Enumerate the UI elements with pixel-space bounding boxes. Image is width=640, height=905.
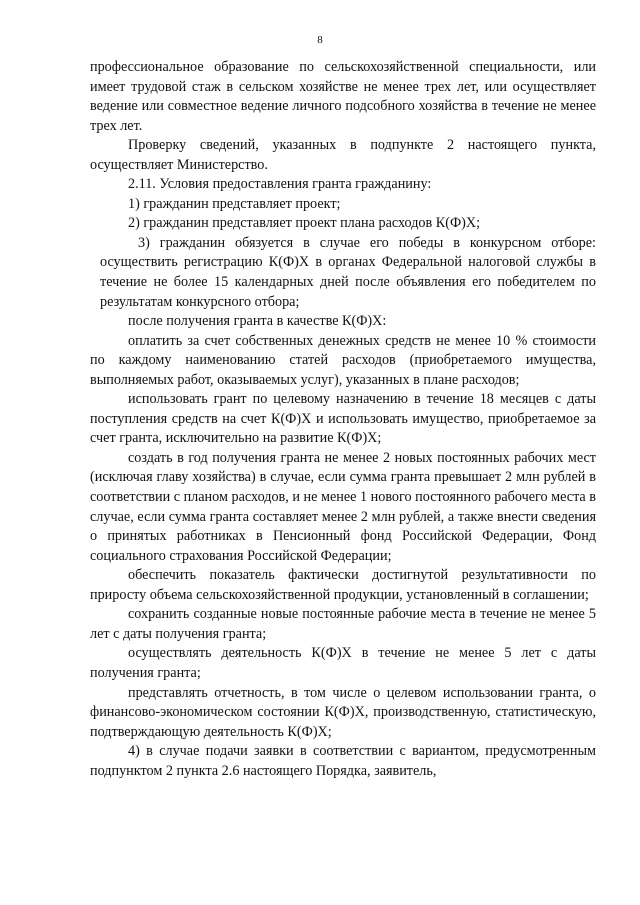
paragraph: обеспечить показатель фактически достигнутой результативности по приросту объема сельскохозяйственной продукции, установленный в соглашении; [90, 567, 596, 603]
paragraph: Проверку сведений, указанных в подпункте 2 настоящего пункта, осуществляет Министерство. [90, 137, 596, 173]
document-body [90, 58, 596, 781]
paragraph: создать в год получения гранта не менее 2 новых постоянных рабочих мест (исключая главу хозяйства) в случае, если сумма гранта превышает 2 млн рублей в соответствии с планом расходов, и не менее 1 нового постоянного рабочего места в случае, если сумма гранта составляет менее 2 млн рублей, а также внести сведения о принятых работниках в Пенсионный фонд Российской Федерации, Фонд социального страхования Российской Федерации; [90, 449, 596, 564]
paragraph: сохранить созданные новые постоянные рабочие места в течение не менее 5 лет с даты получения гранта; [90, 606, 596, 642]
list-item: 3) гражданин обязуется в случае его победы в конкурсном отборе: осуществить регистрацию К(Ф)Х в органах Федеральной налоговой службы в течение не более 15 календарных дней после объявления его победителем по результатам конкурсного отбора; [100, 234, 596, 310]
paragraph: осуществлять деятельность К(Ф)Х в течение не менее 5 лет с даты получения гранта; [90, 645, 596, 681]
list-item: 2) гражданин представляет проект плана расходов К(Ф)Х; [128, 215, 481, 232]
paragraph: оплатить за счет собственных денежных средств не менее 10 % стоимости по каждому наименованию статей расходов (приобретаемого имущества, выполняемых работ, оказываемых услуг), указанных в плане расходов; [90, 332, 596, 388]
list-item: 1) гражданин представляет проект; [128, 195, 341, 212]
paragraph: использовать грант по целевому назначению в течение 18 месяцев с даты поступления средств на счет К(Ф)Х и использовать имущество, приобретаемое за счет гранта, исключительно на развитие К(Ф)Х; [90, 391, 596, 447]
paragraph: профессиональное образование по сельскохозяйственной специальности, или имеет трудовой стаж в сельском хозяйстве не менее трех лет, или осуществляет ведение или совместное ведение личного подсобного хозяйства в течение не менее трех лет. [90, 59, 596, 134]
page-number: 8 [317, 34, 323, 46]
section-heading: 2.11. Условия предоставления гранта гражданину: [128, 176, 432, 193]
paragraph: представлять отчетность, в том числе о целевом использовании гранта, о финансово-экономическом состоянии К(Ф)Х, производственную, статистическую, подтверждающую деятельность К(Ф)Х; [90, 684, 596, 740]
list-item: 4) в случае подачи заявки в соответствии с вариантом, предусмотренным подпунктом 2 пункта 2.6 настоящего Порядка, заявитель, [90, 743, 596, 779]
paragraph: после получения гранта в качестве К(Ф)Х: [128, 313, 387, 330]
